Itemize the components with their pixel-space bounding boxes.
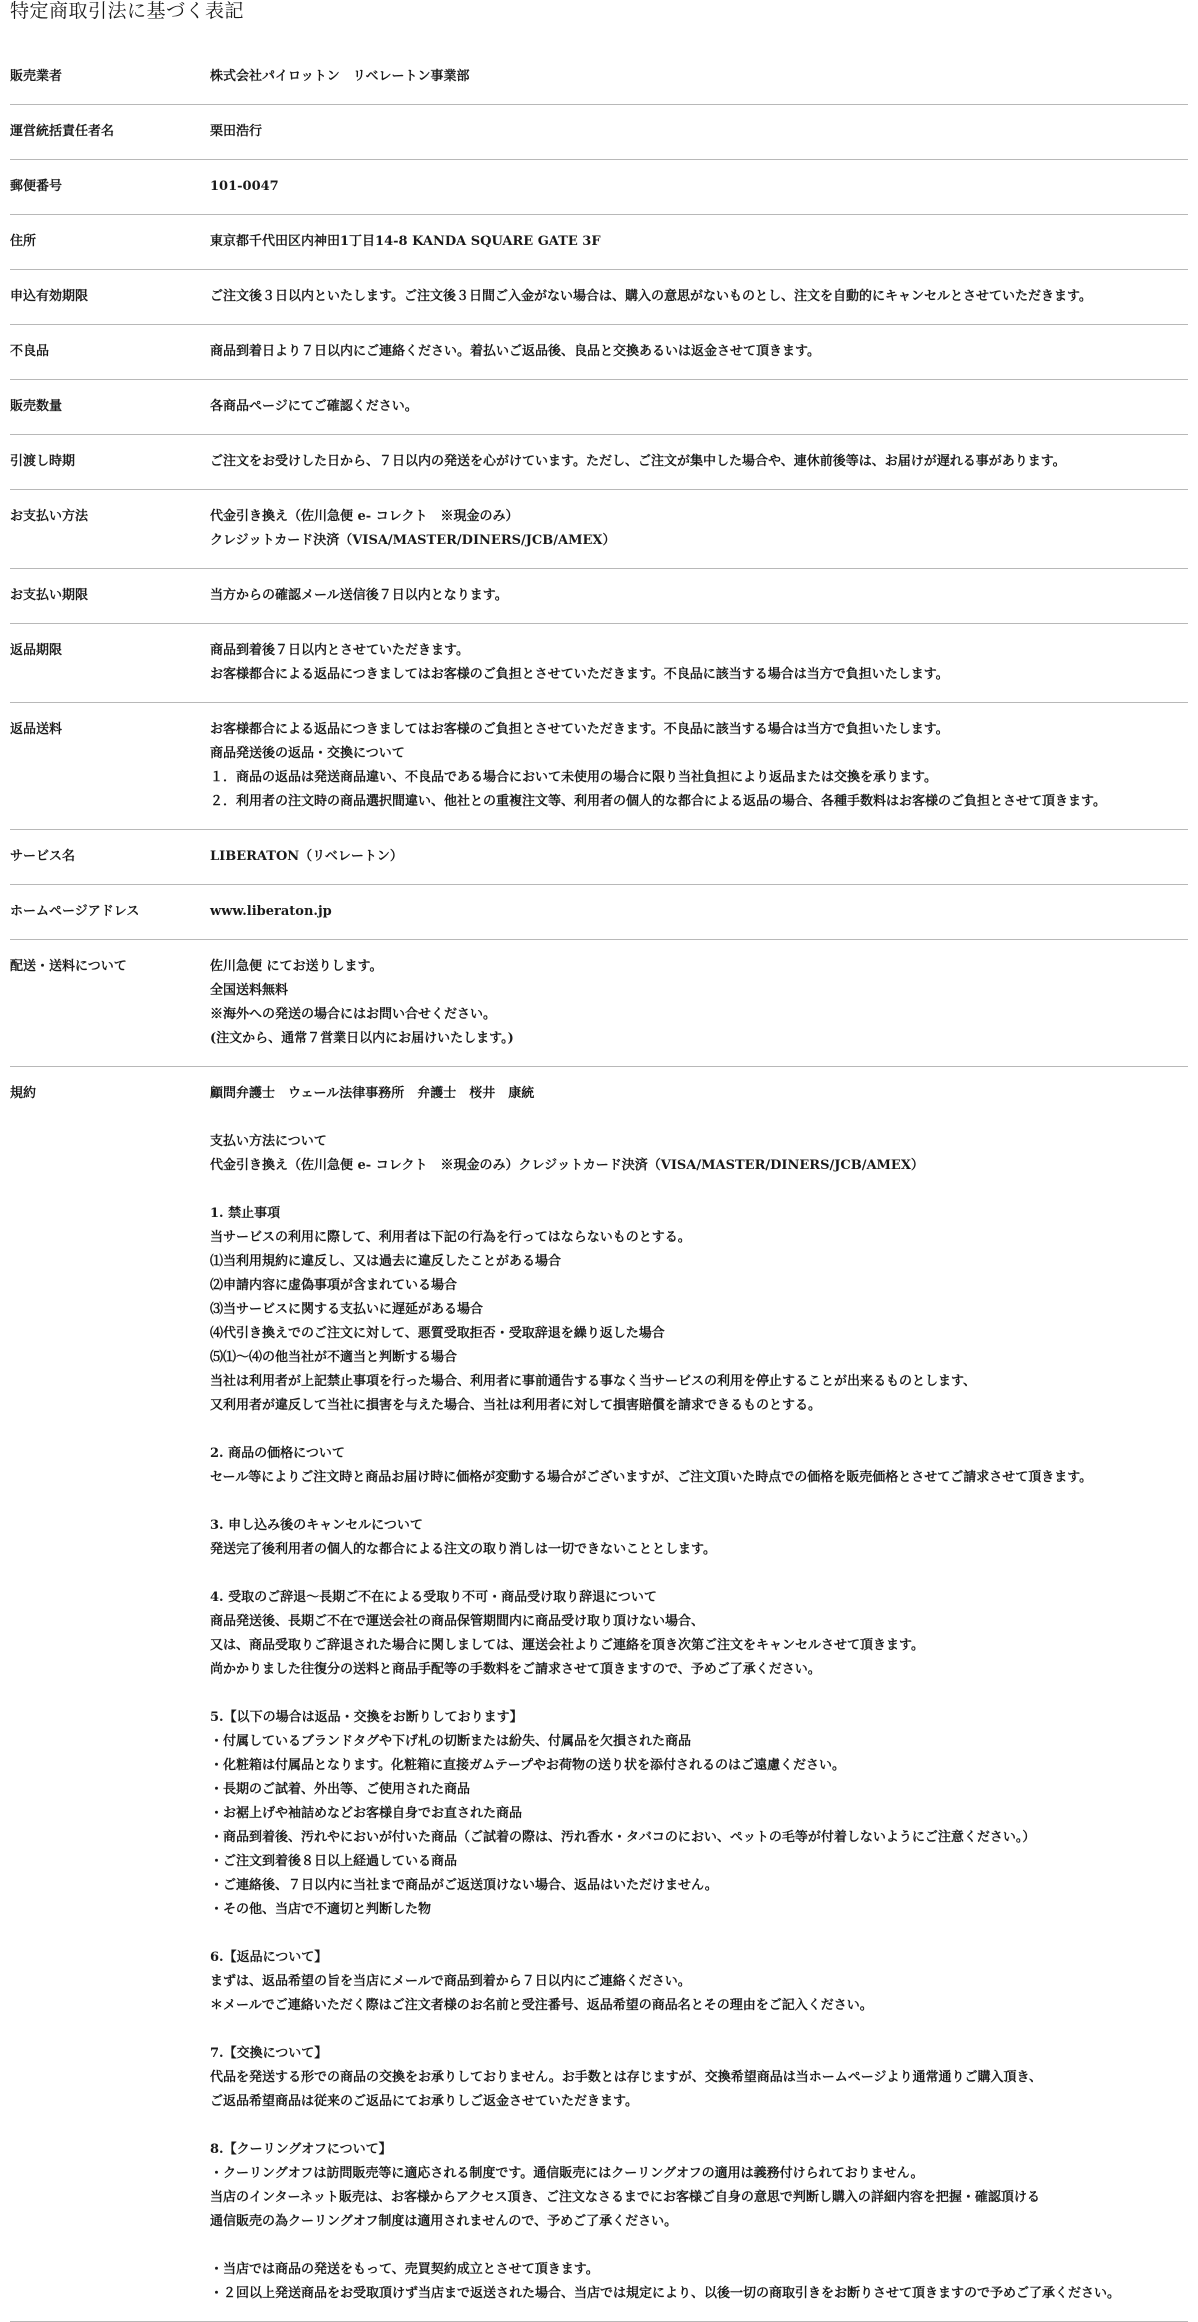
- row-label: ホームページアドレス: [10, 904, 140, 919]
- row-value-line: 4. 受取のご辞退〜長期ご不在による受取り不可・商品受け取り辞退について: [210, 1590, 657, 1605]
- row-value-line: (注文から、通常７営業日以内にお届けいたします。): [210, 1031, 514, 1046]
- legal-info-table: [10, 50, 1188, 2322]
- row-value-line: LIBERATON（リベレートン）: [210, 849, 403, 864]
- row-value-line: ⑴当利用規約に違反し、又は過去に違反したことがある場合: [210, 1254, 562, 1269]
- row-value-line: 101-0047: [210, 179, 279, 194]
- row-value-line: [210, 1178, 1188, 1202]
- row-label: 返品期限: [10, 643, 63, 658]
- row-value: [210, 505, 1188, 553]
- info-row: [10, 160, 1188, 215]
- row-value: [210, 639, 1188, 687]
- row-value-line: 当方からの確認メール送信後７日以内となります。: [210, 588, 508, 603]
- info-row: [10, 885, 1188, 940]
- row-value-line: ・化粧箱は付属品となります。化粧箱に直接ガムテープやお荷物の送り状を添付されるのはご遠慮ください。: [210, 1758, 846, 1773]
- row-value-line: 株式会社パイロットン リベレートン事業部: [210, 69, 470, 84]
- row-value: [210, 285, 1188, 309]
- row-value-line: 2. 商品の価格について: [210, 1446, 345, 1461]
- row-label: 引渡し時期: [10, 454, 76, 469]
- row-value-line: 東京都千代田区内神田1丁目14-8 KANDA SQUARE GATE 3F: [210, 234, 601, 249]
- info-row: [10, 490, 1188, 569]
- row-value: [210, 395, 1188, 419]
- row-label: 配送・送料について: [10, 959, 127, 974]
- row-value-line: 代品を発送する形での商品の交換をお承りしておりません。お手数とは存じますが、交換希望商品は当ホームページより通常通りご購入頂き、: [210, 2070, 1043, 2085]
- info-row: [10, 270, 1188, 325]
- row-label: 販売数量: [10, 399, 63, 414]
- info-row: [10, 105, 1188, 160]
- row-label: 運営統括責任者名: [10, 124, 115, 139]
- info-row: [10, 215, 1188, 270]
- row-label: 返品送料: [10, 722, 63, 737]
- row-value-line: 尚かかりました往復分の送料と商品手配等の手数料をご請求させて頂きますので、予めご了承ください。: [210, 1662, 821, 1677]
- row-value: [210, 450, 1188, 474]
- row-value-line: [210, 1106, 1188, 1130]
- row-value-line: 全国送料無料: [210, 983, 289, 998]
- row-value-line: クレジットカード決済（VISA/MASTER/DINERS/JCB/AMEX）: [210, 533, 616, 548]
- row-value-line: www.liberaton.jp: [210, 904, 332, 919]
- info-row: [10, 830, 1188, 885]
- row-value-line: 発送完了後利用者の個人的な都合による注文の取り消しは一切できないこととします。: [210, 1542, 716, 1557]
- row-label: 販売業者: [10, 69, 63, 84]
- info-row: [10, 1067, 1188, 2322]
- row-value-line: ご返品希望商品は従来のご返品にてお承りしご返金させていただきます。: [210, 2094, 638, 2109]
- row-value-line: 当店のインターネット販売は、お客様からアクセス頂き、ご注文なさるまでにお客様ご自身の意思で判断し購入の詳細内容を把握・確認頂ける: [210, 2190, 1040, 2205]
- row-value: [210, 120, 1188, 144]
- row-value-line: 1. 禁止事項: [210, 1206, 281, 1221]
- info-row: [10, 325, 1188, 380]
- row-value-line: 当社は利用者が上記禁止事項を行った場合、利用者に事前通告する事なく当サービスの利用を停止することが出来るものとします、: [210, 1374, 976, 1389]
- row-value-line: ⑶当サービスに関する支払いに遅延がある場合: [210, 1302, 484, 1317]
- row-value: [210, 845, 1188, 869]
- row-value: [210, 175, 1188, 199]
- row-value-line: [210, 1562, 1188, 1586]
- row-value: [210, 1082, 1188, 2306]
- row-value-line: 通信販売の為クーリングオフ制度は適用されませんので、予めご了承ください。: [210, 2214, 678, 2229]
- row-value-line: 代金引き換え（佐川急便 e- コレクト ※現金のみ）クレジットカード決済（VISA/MASTER/DINERS/JCB/AMEX）: [210, 1158, 924, 1173]
- row-value-line: 商品到着日より７日以内にご連絡ください。着払いご返品後、良品と交換あるいは返金させて頂きます。: [210, 344, 820, 359]
- row-value-line: ・２回以上発送商品をお受取頂けず当店まで返送された場合、当店では規定により、以後一切の商取引きをお断りさせて頂きますので予めご了承ください。: [210, 2286, 1121, 2301]
- row-value: [210, 65, 1188, 89]
- row-value-line: お客様都合による返品につきましてはお客様のご負担とさせていただきます。不良品に該当する場合は当方で負担いたします。: [210, 722, 949, 737]
- row-value-line: ・ご連絡後、７日以内に当社まで商品がご返送頂けない場合、返品はいただけません。: [210, 1878, 718, 1893]
- page-title: 特定商取引法に基づく表記: [10, 0, 245, 22]
- row-value-line: 又利用者が違反して当社に損害を与えた場合、当社は利用者に対して損害賠償を請求できるものとする。: [210, 1398, 822, 1413]
- row-value-line: ２．利用者の注文時の商品選択間違い、他社との重複注文等、利用者の個人的な都合による返品の場合、各種手数料はお客様のご負担とさせて頂きます。: [210, 794, 1106, 809]
- row-value-line: 7.【交換について】: [210, 2046, 328, 2061]
- row-value-line: １．商品の返品は発送商品違い、不良品である場合において未使用の場合に限り当社負担により返品または交換を承ります。: [210, 770, 937, 785]
- row-value-line: 商品到着後７日以内とさせていただきます。: [210, 643, 469, 658]
- row-label: 郵便番号: [10, 179, 63, 194]
- row-value-line: [210, 1490, 1188, 1514]
- row-value-line: 8.【クーリングオフについて】: [210, 2142, 392, 2157]
- row-label: 住所: [10, 234, 37, 249]
- info-row: [10, 50, 1188, 105]
- row-value-line: まずは、返品希望の旨を当店にメールで商品到着から７日以内にご連絡ください。: [210, 1974, 691, 1989]
- row-value-line: ⑸⑴〜⑷の他当社が不適当と判断する場合: [210, 1350, 458, 1365]
- row-value-line: 商品発送後の返品・交換について: [210, 746, 405, 761]
- row-value-line: ・お裾上げや袖詰めなどお客様自身でお直された商品: [210, 1806, 523, 1821]
- row-value-line: 佐川急便 にてお送りします。: [210, 959, 383, 974]
- row-value-line: ・商品到着後、汚れやにおいが付いた商品（ご試着の際は、汚れ香水・タバコのにおい、ペットの毛等が付着しないようにご注意ください。）: [210, 1830, 1036, 1845]
- row-value-line: ※海外への発送の場合にはお問い合せください。: [210, 1007, 497, 1022]
- row-value: [210, 340, 1188, 364]
- row-value-line: 支払い方法について: [210, 1134, 327, 1149]
- row-value: [210, 718, 1188, 814]
- row-value-line: [210, 2114, 1188, 2138]
- info-row: [10, 569, 1188, 624]
- row-value-line: 又は、商品受取りご辞退された場合に関しましては、運送会社よりご連絡を頂き次第ご注文をキャンセルさせて頂きます。: [210, 1638, 924, 1653]
- row-value-line: [210, 1418, 1188, 1442]
- row-value-line: ご注文をお受けした日から、７日以内の発送を心がけています。ただし、ご注文が集中した場合や、連休前後等は、お届けが遅れる事があります。: [210, 454, 1066, 469]
- row-value-line: 顧問弁護士 ウェール法律事務所 弁護士 桜井 康統: [210, 1086, 535, 1101]
- row-value-line: ・クーリングオフは訪問販売等に適応される制度です。通信販売にはクーリングオフの適用は義務付けられておりません。: [210, 2166, 924, 2181]
- row-value: [210, 955, 1188, 1051]
- row-value-line: セール等によりご注文時と商品お届け時に価格が変動する場合がございますが、ご注文頂いた時点での価格を販売価格とさせてご請求させて頂きます。: [210, 1470, 1093, 1485]
- row-value-line: ・付属しているブランドタグや下げ札の切断または紛失、付属品を欠損された商品: [210, 1734, 692, 1749]
- info-row: [10, 703, 1188, 830]
- info-row: [10, 435, 1188, 490]
- row-label: お支払い方法: [10, 509, 89, 524]
- row-value-line: ・当店では商品の発送をもって、売買契約成立とさせて頂きます。: [210, 2262, 599, 2277]
- row-label: 申込有効期限: [10, 289, 89, 304]
- row-value-line: 5.【以下の場合は返品・交換をお断りしております】: [210, 1710, 523, 1725]
- row-value-line: 栗田浩行: [210, 124, 263, 139]
- row-value: [210, 584, 1188, 608]
- row-value-line: [210, 2018, 1188, 2042]
- row-value-line: [210, 1682, 1188, 1706]
- row-value-line: ご注文後３日以内といたします。ご注文後３日間ご入金がない場合は、購入の意思がないものとし、注文を自動的にキャンセルとさせていただきます。: [210, 289, 1092, 304]
- info-row: [10, 940, 1188, 1067]
- row-value-line: ・長期のご試着、外出等、ご使用された商品: [210, 1782, 471, 1797]
- info-row: [10, 380, 1188, 435]
- row-value-line: ・その他、当店で不適切と判断した物: [210, 1902, 432, 1917]
- info-row: [10, 624, 1188, 703]
- row-value-line: ・ご注文到着後８日以上経過している商品: [210, 1854, 458, 1869]
- row-value-line: ＊メールでご連絡いただく際はご注文者様のお名前と受注番号、返品希望の商品名とその理由をご記入ください。: [210, 1998, 873, 2013]
- row-label: 不良品: [10, 344, 50, 359]
- row-label: サービス名: [10, 849, 76, 864]
- row-value-line: 商品発送後、長期ご不在で運送会社の商品保管期間内に商品受け取り頂けない場合、: [210, 1614, 705, 1629]
- row-value-line: 6.【返品について】: [210, 1950, 328, 1965]
- row-value-line: 各商品ページにてご確認ください。: [210, 399, 418, 414]
- row-value-line: [210, 1922, 1188, 1946]
- row-value-line: ⑵申請内容に虚偽事項が含まれている場合: [210, 1278, 458, 1293]
- row-value: [210, 230, 1188, 254]
- row-value-line: 代金引き換え（佐川急便 e- コレクト ※現金のみ）: [210, 509, 519, 524]
- row-value: [210, 900, 1188, 924]
- row-value-line: お客様都合による返品につきましてはお客様のご負担とさせていただきます。不良品に該当する場合は当方で負担いたします。: [210, 667, 949, 682]
- row-value-line: 3. 申し込み後のキャンセルについて: [210, 1518, 423, 1533]
- row-value-line: ⑷代引き換えでのご注文に対して、悪質受取拒否・受取辞退を繰り返した場合: [210, 1326, 665, 1341]
- row-value-line: 当サービスの利用に際して、利用者は下記の行為を行ってはならないものとする。: [210, 1230, 691, 1245]
- row-value-line: [210, 2234, 1188, 2258]
- row-label: 規約: [10, 1086, 37, 1101]
- row-label: お支払い期限: [10, 588, 89, 603]
